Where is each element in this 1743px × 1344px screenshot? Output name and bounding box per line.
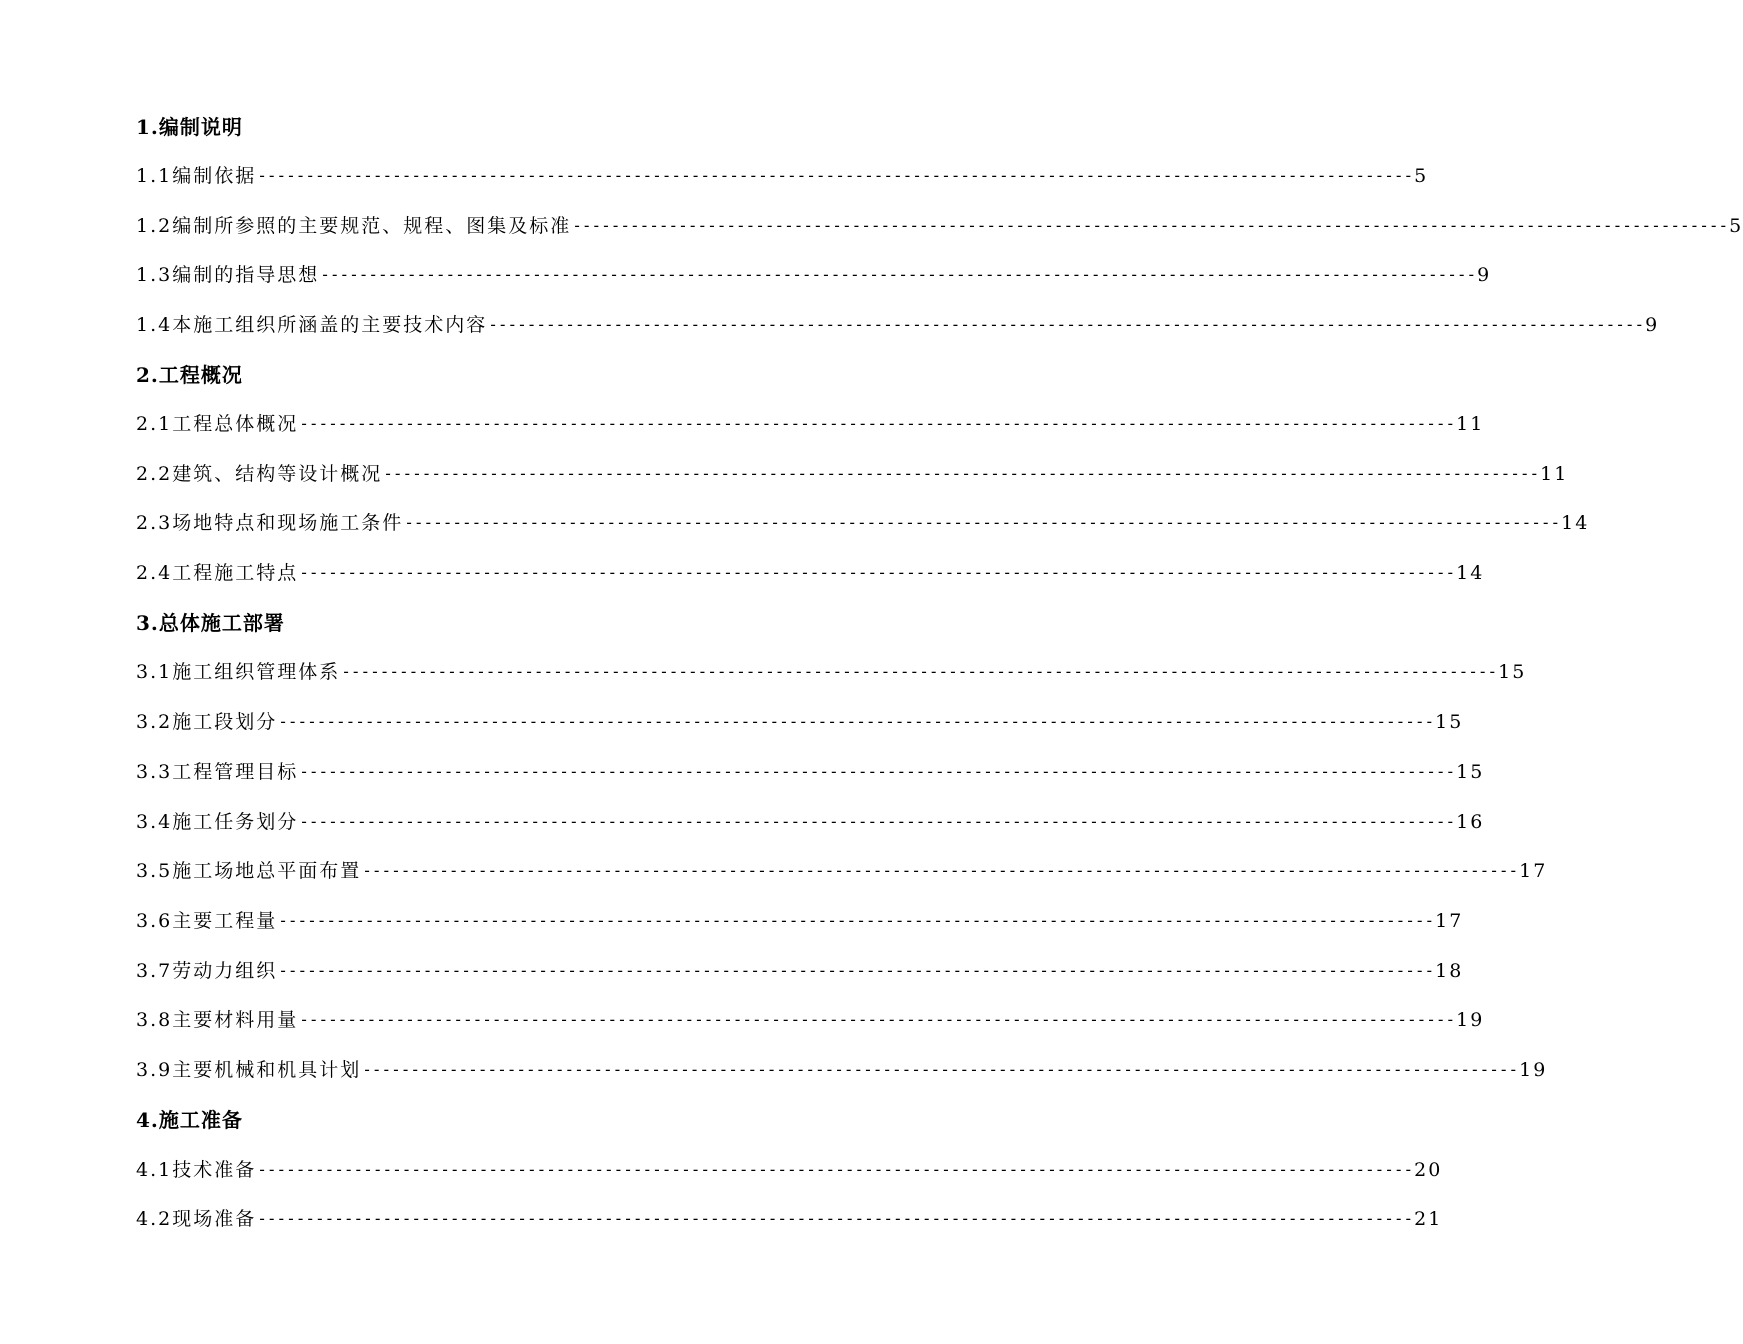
dot-leader: ------------------------------------------------------------------------------------------------------------------------ bbox=[572, 216, 1729, 235]
toc-page-number: 16 bbox=[1456, 811, 1485, 833]
toc-page-number: 9 bbox=[1477, 264, 1492, 286]
toc-entry-2-2[interactable] bbox=[136, 459, 1569, 489]
dot-leader: ------------------------------------------------------------------------------------------------------------------------ bbox=[362, 1060, 1519, 1079]
dot-leader: ------------------------------------------------------------------------------------------------------------------------ bbox=[299, 1010, 1456, 1029]
toc-entry-2-3[interactable] bbox=[136, 508, 1590, 538]
toc-entry-title: 2.3场地特点和现场施工条件 bbox=[136, 512, 404, 534]
toc-page-number: 11 bbox=[1540, 463, 1569, 485]
toc-page-number: 19 bbox=[1456, 1009, 1485, 1031]
toc-page-number: 15 bbox=[1456, 761, 1485, 783]
toc-page-number: 17 bbox=[1519, 860, 1548, 882]
toc-entry-title: 3.2施工段划分 bbox=[136, 711, 278, 733]
dot-leader: ------------------------------------------------------------------------------------------------------------------------ bbox=[278, 961, 1435, 980]
toc-page-number: 14 bbox=[1456, 562, 1485, 584]
toc-page-number: 17 bbox=[1435, 910, 1464, 932]
toc-page-number: 18 bbox=[1435, 960, 1464, 982]
toc-page-number: 15 bbox=[1498, 661, 1527, 683]
toc-entry-3-9[interactable] bbox=[136, 1055, 1548, 1085]
dot-leader: ------------------------------------------------------------------------------------------------------------------------ bbox=[299, 563, 1456, 582]
toc-entry-1-4[interactable] bbox=[136, 310, 1660, 340]
toc-entry-title: 3.6主要工程量 bbox=[136, 910, 278, 932]
dot-leader: ------------------------------------------------------------------------------------------------------------------------ bbox=[257, 166, 1414, 185]
toc-entry-4-2[interactable] bbox=[136, 1204, 1443, 1234]
toc-entry-title: 3.4施工任务划分 bbox=[136, 811, 299, 833]
toc-entry-title: 3.3工程管理目标 bbox=[136, 761, 299, 783]
dot-leader: ------------------------------------------------------------------------------------------------------------------------ bbox=[278, 712, 1435, 731]
dot-leader: ------------------------------------------------------------------------------------------------------------------------ bbox=[320, 265, 1477, 284]
toc-entry-title: 1.1编制依据 bbox=[136, 165, 257, 187]
dot-leader: ------------------------------------------------------------------------------------------------------------------------ bbox=[362, 861, 1519, 880]
toc-page-number: 9 bbox=[1645, 314, 1660, 336]
dot-leader: ------------------------------------------------------------------------------------------------------------------------ bbox=[383, 464, 1540, 483]
toc-entry-3-5[interactable] bbox=[136, 856, 1548, 886]
toc-page-number: 14 bbox=[1561, 512, 1590, 534]
toc-entry-2-1[interactable] bbox=[136, 409, 1485, 439]
toc-heading-4: 4.施工准备 bbox=[136, 1108, 243, 1132]
toc-entry-title: 1.3编制的指导思想 bbox=[136, 264, 320, 286]
dot-leader: ------------------------------------------------------------------------------------------------------------------------ bbox=[257, 1209, 1414, 1228]
dot-leader: ------------------------------------------------------------------------------------------------------------------------ bbox=[299, 812, 1456, 831]
toc-entry-title: 4.2现场准备 bbox=[136, 1208, 257, 1230]
toc-page-number: 20 bbox=[1414, 1159, 1443, 1181]
toc-entry-3-4[interactable] bbox=[136, 807, 1485, 837]
toc-page-number: 19 bbox=[1519, 1059, 1548, 1081]
toc-heading-1: 1.编制说明 bbox=[136, 115, 243, 139]
dot-leader: ------------------------------------------------------------------------------------------------------------------------ bbox=[299, 762, 1456, 781]
toc-heading-2: 2.工程概况 bbox=[136, 363, 243, 387]
toc-entry-title: 3.5施工场地总平面布置 bbox=[136, 860, 362, 882]
toc-entry-1-3[interactable] bbox=[136, 260, 1492, 290]
toc-entry-4-1[interactable] bbox=[136, 1155, 1443, 1185]
toc-page-number: 11 bbox=[1456, 413, 1485, 435]
dot-leader: ------------------------------------------------------------------------------------------------------------------------ bbox=[404, 513, 1561, 532]
toc-page-number: 5 bbox=[1729, 215, 1743, 237]
toc-entry-3-3[interactable] bbox=[136, 757, 1485, 787]
toc-entry-3-2[interactable] bbox=[136, 707, 1464, 737]
toc-entry-title: 2.1工程总体概况 bbox=[136, 413, 299, 435]
dot-leader: ------------------------------------------------------------------------------------------------------------------------ bbox=[257, 1160, 1414, 1179]
dot-leader: ------------------------------------------------------------------------------------------------------------------------ bbox=[341, 662, 1498, 681]
toc-entry-title: 3.7劳动力组织 bbox=[136, 960, 278, 982]
toc-entry-2-4[interactable] bbox=[136, 558, 1485, 588]
toc-entry-title: 1.4本施工组织所涵盖的主要技术内容 bbox=[136, 314, 488, 336]
toc-entry-title: 1.2编制所参照的主要规范、规程、图集及标准 bbox=[136, 215, 572, 237]
toc-entry-3-8[interactable] bbox=[136, 1005, 1485, 1035]
toc-page-number: 21 bbox=[1414, 1208, 1443, 1230]
toc-entry-title: 3.8主要材料用量 bbox=[136, 1009, 299, 1031]
toc-page-number: 5 bbox=[1414, 165, 1429, 187]
toc-entry-title: 3.9主要机械和机具计划 bbox=[136, 1059, 362, 1081]
toc-entry-3-1[interactable] bbox=[136, 657, 1527, 687]
toc-heading-3: 3.总体施工部署 bbox=[136, 611, 285, 635]
toc-page-number: 15 bbox=[1435, 711, 1464, 733]
dot-leader: ------------------------------------------------------------------------------------------------------------------------ bbox=[278, 911, 1435, 930]
toc-entry-3-7[interactable] bbox=[136, 956, 1464, 986]
toc-entry-title: 2.2建筑、结构等设计概况 bbox=[136, 463, 383, 485]
toc-entry-title: 4.1技术准备 bbox=[136, 1159, 257, 1181]
dot-leader: ------------------------------------------------------------------------------------------------------------------------ bbox=[299, 414, 1456, 433]
toc-entry-3-6[interactable] bbox=[136, 906, 1464, 936]
toc-entry-1-2[interactable] bbox=[136, 211, 1743, 241]
toc-entry-1-1[interactable] bbox=[136, 161, 1429, 191]
dot-leader: ------------------------------------------------------------------------------------------------------------------------ bbox=[488, 315, 1645, 334]
toc-entry-title: 3.1施工组织管理体系 bbox=[136, 661, 341, 683]
toc-entry-title: 2.4工程施工特点 bbox=[136, 562, 299, 584]
